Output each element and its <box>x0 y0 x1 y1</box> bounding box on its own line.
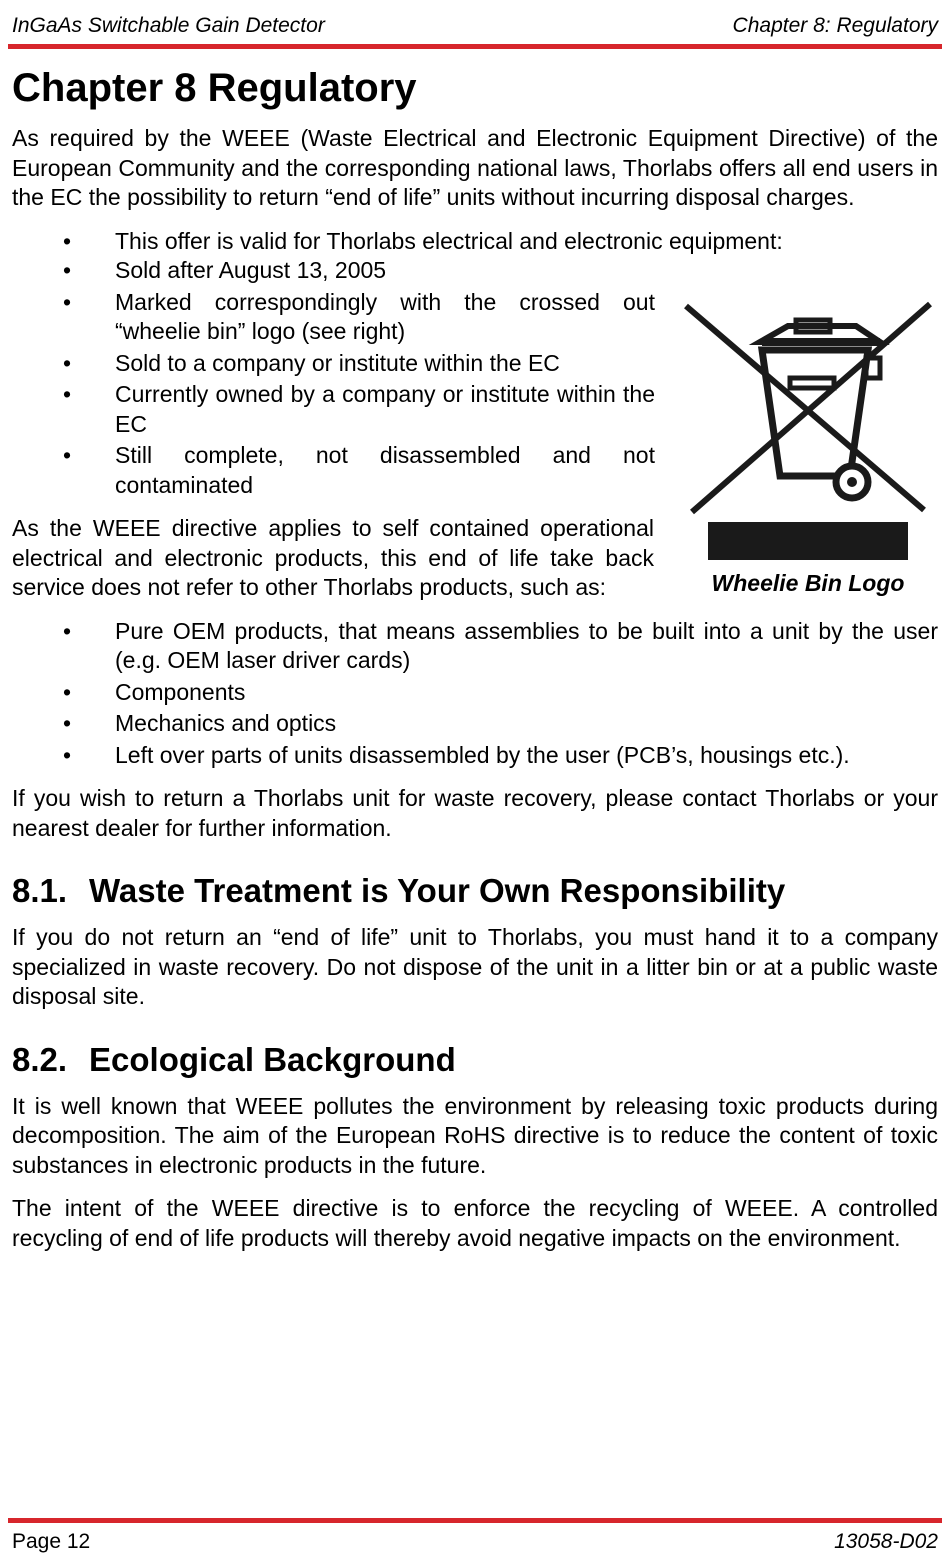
list-item: • This offer is valid for Thorlabs electrical and electronic equipment: <box>12 227 938 257</box>
bullet-icon: • <box>63 442 72 468</box>
return-paragraph: If you wish to return a Thorlabs unit for waste recovery, please contact Thorlabs or your nearest dealer for further information. <box>12 785 938 841</box>
footer-rule <box>8 1518 942 1523</box>
scope-paragraph: As the WEEE directive applies to self contained operational electrical and electronic products, this end of life take back service does not refer to other Thorlabs products, such as: <box>12 514 938 603</box>
chapter-title: Chapter 8 Regulatory <box>12 66 417 110</box>
section-8-2-body: The intent of the WEEE directive is to enforce the recycling of WEEE. A controlled recycling of end of life products will thereby avoid negative impacts on the environment. <box>12 1195 938 1251</box>
section-heading-8-2: 8.2. Ecological Background <box>12 1040 456 1078</box>
list-item: • Mechanics and optics <box>12 709 938 739</box>
bullet-icon: • <box>63 710 72 736</box>
bullet-icon: • <box>63 617 72 644</box>
bullet-icon: • <box>63 741 72 768</box>
list-item: • Sold to a company or institute within the EC <box>12 349 655 379</box>
header-rule <box>8 44 942 49</box>
logo-caption: Wheelie Bin Logo <box>711 570 905 596</box>
doc-number: 13058-D02 <box>834 1530 938 1553</box>
bullet-icon: • <box>63 227 72 254</box>
page-number: Page 12 <box>12 1530 91 1553</box>
excluded-list <box>12 617 938 771</box>
header-doc-title: InGaAs Switchable Gain Detector <box>12 14 325 37</box>
list-item: • Currently owned by a company or institute within the EC <box>63 381 655 437</box>
section-8-1-body: If you do not return an “end of life” unit to Thorlabs, you must hand it to a company specialized in waste recovery. Do not dispose of the unit in a litter bin or at a public waste disposal site. <box>12 924 938 1009</box>
list-item: • Components <box>12 678 938 708</box>
page-content <box>12 64 938 1267</box>
header-chapter: Chapter 8: Regulatory <box>732 14 938 37</box>
offer-list <box>12 227 938 257</box>
section-heading-8-1: 8.1. Waste Treatment is Your Own Responsibility <box>12 872 786 909</box>
list-item: • Still complete, not disassembled and not contaminated <box>63 442 655 498</box>
page-footer <box>12 1530 938 1558</box>
section-8-2-body: It is well known that WEEE pollutes the environment by releasing toxic products during decomposition. The aim of the European RoHS directive is to reduce the content of toxic substances in electronic products in the future. <box>12 1092 938 1178</box>
page-header <box>12 14 938 42</box>
crossed-out-wheelie-bin-icon <box>678 300 938 562</box>
intro-paragraph: As required by the WEEE (Waste Electrical and Electronic Equipment Directive) of the European Community and the corresponding national laws, Thorlabs offers all end users in the EC the possibility to return “end of life” units without incurring disposal charges. <box>12 125 938 210</box>
bullet-icon: • <box>63 381 72 407</box>
bullet-icon: • <box>63 257 72 283</box>
bullet-icon: • <box>63 678 72 705</box>
bullet-icon: • <box>63 288 72 315</box>
list-item: • Pure OEM products, that means assemblies to be built into a unit by the user (e.g. OEM laser driver cards) <box>63 617 938 673</box>
list-item: • Marked correspondingly with the crossed out “wheelie bin” logo (see right) <box>63 288 655 344</box>
wheelie-bin-figure <box>678 300 938 610</box>
list-item: • Sold after August 13, 2005 <box>12 256 655 286</box>
bullet-icon: • <box>63 349 72 376</box>
list-item: • Left over parts of units disassembled by the user (PCB’s, housings etc.). <box>12 741 938 771</box>
